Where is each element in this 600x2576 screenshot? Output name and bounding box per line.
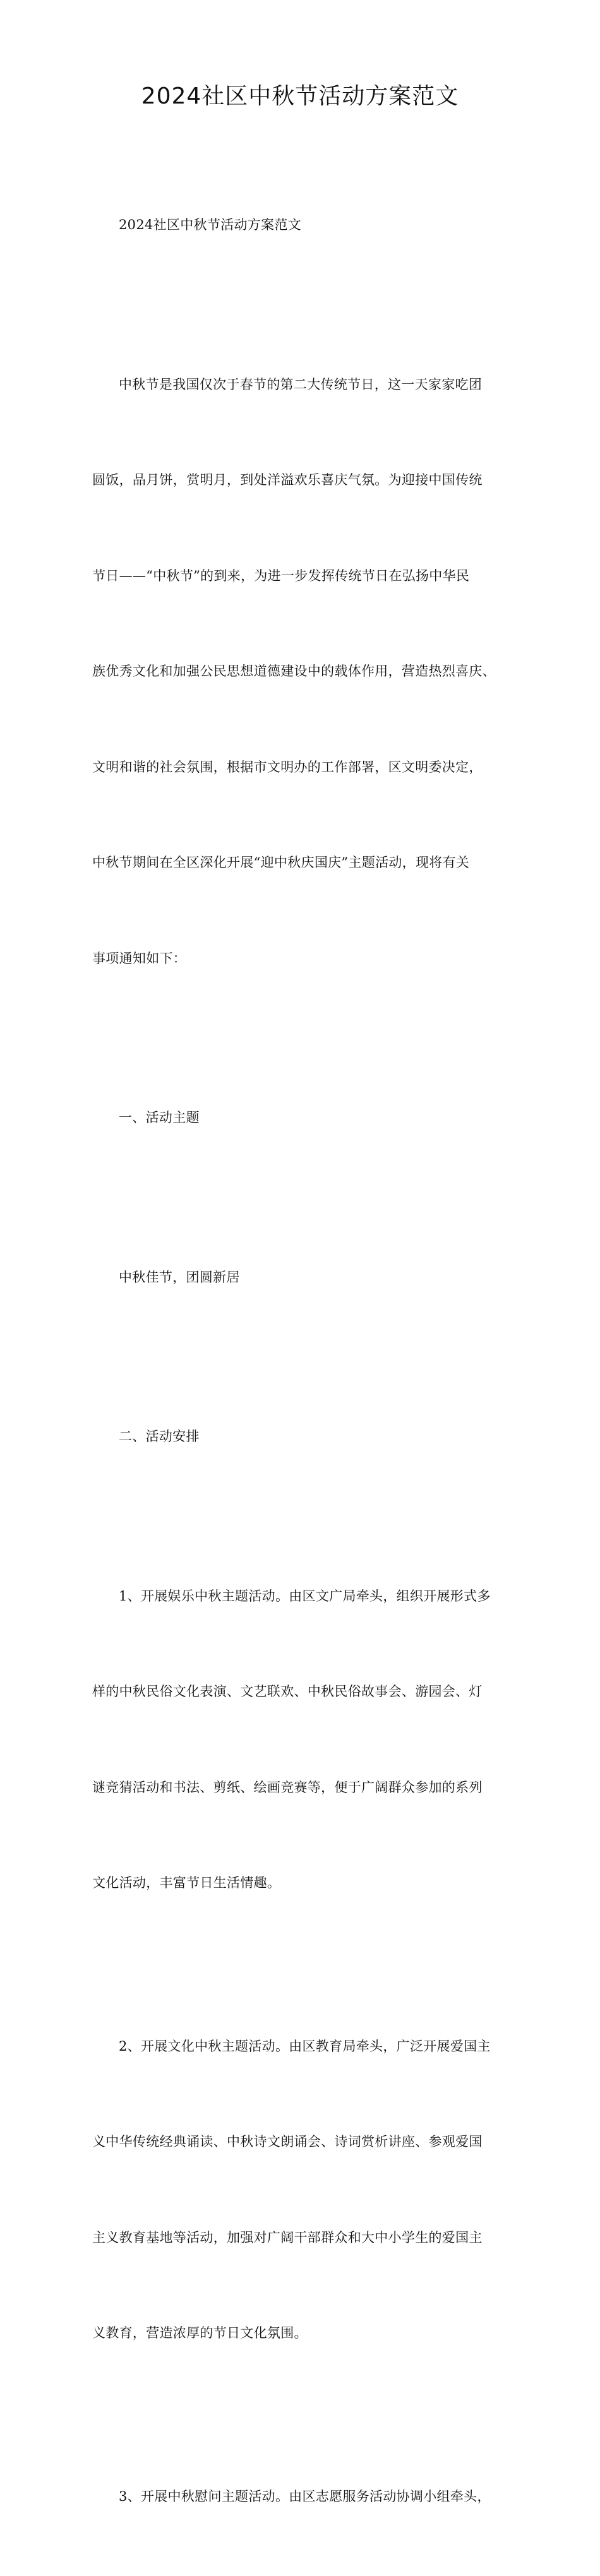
paragraph-line: 1、开展娱乐中秋主题活动。由区文广局牵头，组织开展形式多 (92, 1580, 515, 1613)
section-heading-arrangement (92, 1357, 515, 1517)
paragraph-line: 样的中秋民俗文化表演、文艺联欢、中秋民俗故事会、游园会、灯 (92, 1676, 515, 1708)
paragraph-line: 2024社区中秋节活动方案范文 (92, 209, 515, 241)
paragraph-line: 事项通知如下： (92, 943, 515, 975)
paragraph-item-2 (92, 1967, 515, 2413)
paragraph-line: 中秋佳节，团圆新居 (92, 1261, 515, 1294)
paragraph-line: 2、开展文化中秋主题活动。由区教育局牵头，广泛开展爱国主 (92, 2030, 515, 2063)
paragraph-line: 二、活动安排 (92, 1421, 515, 1453)
paragraph-line: 主义教育基地等活动，加强对广阔干部群众和大中小学生的爱国主 (92, 2222, 515, 2254)
paragraph-line: 义教育，营造浓厚的节日文化氛围。 (92, 2317, 515, 2349)
paragraph-line: 节日——“中秋节”的到来，为进一步发挥传统节日在弘扬中华民 (92, 560, 515, 592)
paragraph-line: 一、活动主题 (92, 1102, 515, 1134)
document-page (0, 0, 600, 849)
document-body (92, 145, 515, 2576)
document-title: 2024社区中秋节活动方案范文 (0, 81, 600, 112)
paragraph-line: 族优秀文化和加强公民思想道德建设中的载体作用，营造热烈喜庆、 (92, 655, 515, 688)
paragraph-intro (92, 305, 515, 1039)
paragraph-line: 谜竞猜活动和书法、剪纸、绘画竞赛等，便于广阔群众参加的系列 (92, 1772, 515, 1804)
paragraph-subtitle (92, 145, 515, 305)
paragraph-line: 义中华传统经典诵读、中秋诗文朗诵会、诗词赏析讲座、参观爱国 (92, 2126, 515, 2158)
paragraph-line: 3、开展中秋慰问主题活动。由区志愿服务活动协调小组牵头， (92, 2481, 515, 2513)
paragraph-line: 文明和谐的社会氛围，根据市文明办的工作部署，区文明委决定， (92, 751, 515, 784)
paragraph-theme (92, 1198, 515, 1357)
section-heading-theme (92, 1038, 515, 1198)
paragraph-item-1 (92, 1517, 515, 1963)
paragraph-line: 中秋节期间在全区深化开展“迎中秋庆国庆”主题活动，现将有关 (92, 847, 515, 879)
paragraph-line: 圆饭，品月饼，赏明月，到处洋溢欢乐喜庆气氛。为迎接中国传统 (92, 464, 515, 496)
paragraph-line: 中秋节是我国仅次于春节的第二大传统节日，这一天家家吃团 (92, 369, 515, 401)
paragraph-line: 文化活动，丰富节日生活情趣。 (92, 1867, 515, 1899)
paragraph-item-3 (92, 2417, 515, 2576)
